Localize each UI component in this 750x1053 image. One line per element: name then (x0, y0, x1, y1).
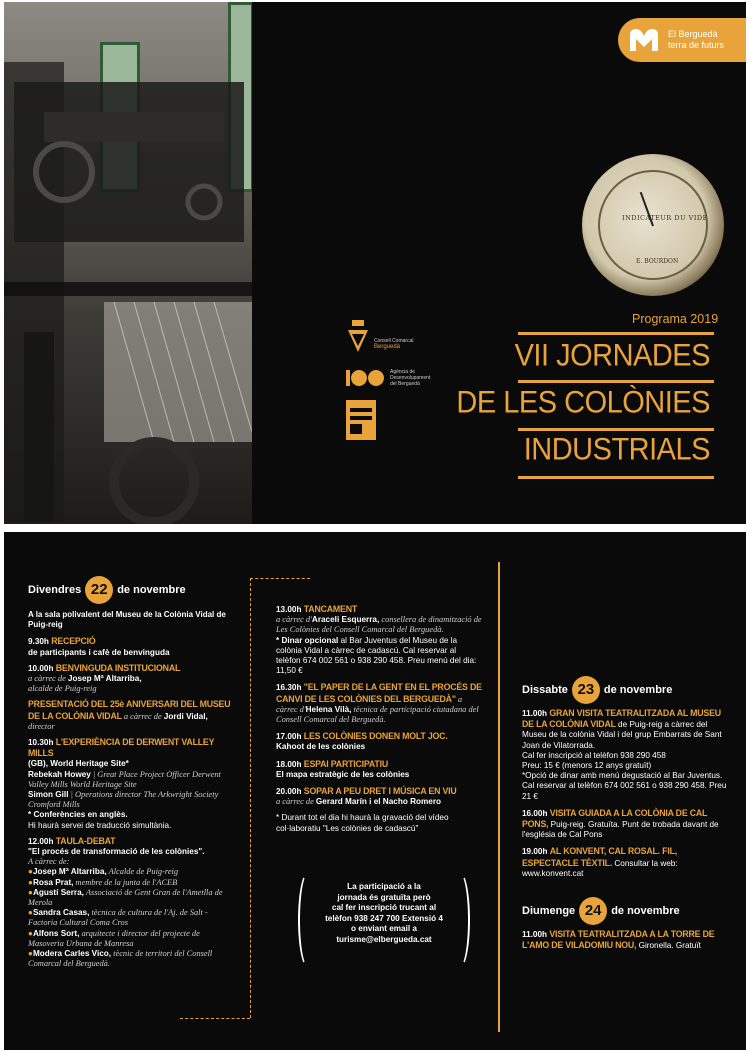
item-viladomiu: 11.00h VISITA TEATRALITZADA A LA TORRE DE L'AMO DE VILADOMIU NOU, Gironella. Gratuït (522, 929, 715, 951)
item-espai: 18.00h ESPAI PARTICIPATIU (276, 758, 388, 769)
saturday-header: Dissabte 23 de novembre (522, 676, 728, 704)
museum-logo-icon (346, 400, 376, 440)
title-line-1: VII JORNADES (514, 338, 710, 374)
speaker-1: Rebekah Howey | Great Place Project Officer Derwent Valley Mills World Heritage Site (28, 769, 221, 789)
item-debat: 12.00h TAULA-DEBAT (28, 835, 116, 846)
item-kahoot: 17.00h LES COLÒNIES DONEN MOLT JOC. (276, 731, 448, 742)
panel-list (28, 867, 234, 969)
day-badge-24: 24 (579, 897, 607, 925)
vacuum-gauge-photo (582, 154, 724, 296)
brand-logo-icon (628, 27, 660, 53)
gauge-label: INDICATEUR DU VIDE (622, 214, 708, 222)
weekend-column: Dissabte 23 de novembre 11.00h GRAN VISITA TEATRALITZADA AL MUSEU DE LA COLÒNIA VIDAL de Puig-reig a càrrec del Museu de la colònia Vidal i del grup Embarrats de Sant Joan de Vilatorrada. Cal fer inscripció al telèfon 938 290 458 Preu: 15 € (menors 12 anys gratuït) *Opció de dinar amb menú degustació al Bar Juventus. Cal reservar al telèfon 674 002 561 o 938 290 458. Preu 21 € 16.00h VISITA GUIADA A LA COLÒNIA DE CAL PONS, Puig-reig. Gratuïta. Punt de trobada davant de l'església de Cal Pons 19.00h AL KONVENT, CAL ROSAL. FIL, ESPECTACLE TÈXTIL. Consultar la web: www.konvent.cat Diumenge 24 de novembre 11.00h VISITA TEATRALITZADA A LA TORRE DE L'AMO DE VILADOMIU NOU, Gironella. Gratuït (522, 676, 728, 951)
panelist: ●Alfons Sort, arquitecte i director del projecte de Masoveria Urbana de Manresa (28, 928, 200, 948)
registration-note: La participació a la jornada és gratuïta però cal fer inscripció trucant al telèfon 938 247 700 Extensió 4 o enviant email a turisme@elbergueda.cat (304, 872, 464, 968)
video-note: * Durant tot el dia hi haurà la gravació del vídeo col·laboratiu "Les colònies de cadascú" (276, 813, 449, 833)
item-paper-gent: 16.30h "EL PAPER DE LA GENT EN EL PROCÉS DE CANVI DE LES COLÒNIES DEL BERGUEDÀ" a càrrec d'Helena Vilà, tècnica de participació ciutadana del Consell Comarcal del Berguedà. (276, 682, 482, 725)
item-tancament: 13.00h TANCAMENT (276, 604, 358, 614)
brand-line2: terra de futurs (668, 40, 725, 50)
agencia-logo-icon (346, 368, 386, 388)
cover-panel (4, 2, 746, 524)
email-link[interactable]: turisme@elbergueda.cat (336, 934, 432, 944)
item-benvinguda: 10.00h BENVINGUDA INSTITUCIONAL (28, 662, 181, 673)
item-cal-pons: 16.00h VISITA GUIADA A LA COLÒNIA DE CAL PONS, Puig-reig. Gratuïta. Punt de trobada davant de l'església de Cal Pons (522, 807, 719, 840)
day-badge-22: 22 (85, 576, 113, 604)
middle-column: 13.00h TANCAMENT a càrrec d'Araceli Esquerra, consellera de dinamització de Les Colònies del Consell Comarcal del Berguedà. * Dinar opcional al Bar Juventus del Museu de la colònia Vidal a càrrec de cadascú. Cal reservar al telèfon 674 002 561 o 938 290 458. Preu menú del dia: 11,50 € 16.30h "EL PAPER DE LA GENT EN EL PROCÉS DE CANVI DE LES COLÒNIES DEL BERGUEDÀ" a càrrec d'Helena Vilà, tècnica de participació ciutadana del Consell Comarcal del Berguedà. 17.00h LES COLÒNIES DONEN MOLT JOC. Kahoot de les colònies 18.00h ESPAI PARTICIPATIU El mapa estratègic de les colònies 20.00h SOPAR A PEU DRET I MÚSICA EN VIU a càrrec de Gerard Marín i el Nacho Romero * Durant tot el dia hi haurà la gravació del vídeo col·laboratiu "Les colònies de cadascú" (276, 604, 482, 833)
friday-header: Divendres 22 de novembre (28, 576, 234, 604)
column-divider (498, 562, 500, 1032)
panelist: ●Agustí Serra, Associació de Gent Gran de l'Ametlla de Merola (28, 887, 223, 908)
title-line-3: INDUSTRIALS (523, 432, 710, 468)
sunday-header: Diumenge 24 de novembre (522, 897, 728, 925)
program-year: Programa 2019 (632, 312, 719, 326)
panelist: ●Modera Carles Vico, tècnic de territori del Consell Comarcal del Berguedà. (28, 949, 213, 969)
item-presentacio: PRESENTACIÓ DEL 25è ANIVERSARI DEL MUSEU DE LA COLÒNIA VIDAL a càrrec de Jordi Vidal, (28, 699, 231, 721)
dinar-note: * Dinar opcional al Bar Juventus del Museu de la colònia Vidal a càrrec de cadascú. Cal reservar al telèfon 674 002 561 o 938 290 458. Preu menú del dia: 11,50 € (276, 635, 477, 676)
item-derwent: 10.30h L'EXPERIÈNCIA DE DERWENT VALLEY MILLS (28, 737, 215, 759)
item-visita-museu: 11.00h GRAN VISITA TEATRALITZADA AL MUSEU DE LA COLÒNIA VIDAL de Puig-reig a càrrec del Museu de la colònia Vidal i del grup Embarrats de Sant Joan de Vilatorrada. (522, 708, 722, 750)
item-konvent: 19.00h AL KONVENT, CAL ROSAL. FIL, ESPECTACLE TÈXTIL. Consultar la web: www.konvent.cat (522, 846, 678, 878)
item-recepcio: 9.30h RECEPCIÓ (28, 636, 96, 647)
brand-line1: El Berguedà (668, 29, 718, 39)
speaker-2: Simon Gill | Operations director The Arkwright Society Cromford Mills (28, 790, 219, 810)
day-badge-23: 23 (572, 676, 600, 704)
gauge-maker: E. BOURDON (636, 258, 679, 265)
item-sopar: 20.00h SOPAR A PEU DRET I MÚSICA EN VIU (276, 786, 457, 797)
friday-column: Divendres 22 de novembre A la sala polivalent del Museu de la Colònia Vidal de Puig-reig 9.30h RECEPCIÓ de participants i cafè de benvinguda 10.00h BENVINGUDA INSTITUCIONAL a càrrec de Josep Mª Altarriba, alcalde de Puig-reig PRESENTACIÓ DEL 25è ANIVERSARI DEL MUSEU DE LA COLÒNIA VIDAL a càrrec de Jordi Vidal, director 10.30h L'EXPERIÈNCIA DE DERWENT VALLEY MILLS (GB), World Heritage Site* Rebekah Howey | Great Place Project Officer Derwent Valley Mills World Heritage Site Simon Gill | Operations director The Arkwright Society Cromford Mills * Conferències en anglès. Hi haurà servei de traducció simultània. 12.00h TAULA-DEBAT "El procés de transformació de les colònies". A càrrec de: ●Josep Mª Altarriba, Alcalde de Puig-reig ●Rosa Prat, membre de la junta de l'ACEB ●Agustí Serra, Associació de Gent Gran de l'Ametlla de Merola ●Sandra Casas, tècnica de cultura de l'Aj. de Salt - Factoria Cultural Coma Cros ●Alfons Sort, arquitecte i director del projecte de Masoveria Urbana de Manresa ●Modera Carles Vico, tècnic de territori del Consell Comarcal del Berguedà. (28, 576, 234, 970)
panelist: ●Josep Mª Altarriba, Alcalde de Puig-reig (28, 867, 179, 877)
loom-photo (4, 2, 252, 524)
title-line-2: DE LES COLÒNIES (456, 385, 710, 421)
panelist: ●Sandra Casas, tècnica de cultura de l'Aj. de Salt - Factoria Cultural Coma Cros (28, 908, 208, 928)
friday-venue: A la sala polivalent del Museu de la Colònia Vidal de Puig-reig (28, 610, 226, 630)
panelist: ●Rosa Prat, membre de la junta de l'ACEB (28, 877, 178, 887)
consell-crest-icon (346, 320, 370, 354)
sponsor-consell: Consell Comarcal Berguedà (374, 338, 414, 350)
brand-badge (618, 18, 746, 62)
sponsor-agencia: Agència de Desenvolupament del Berguedà (390, 369, 431, 387)
program-panel (4, 532, 746, 1050)
